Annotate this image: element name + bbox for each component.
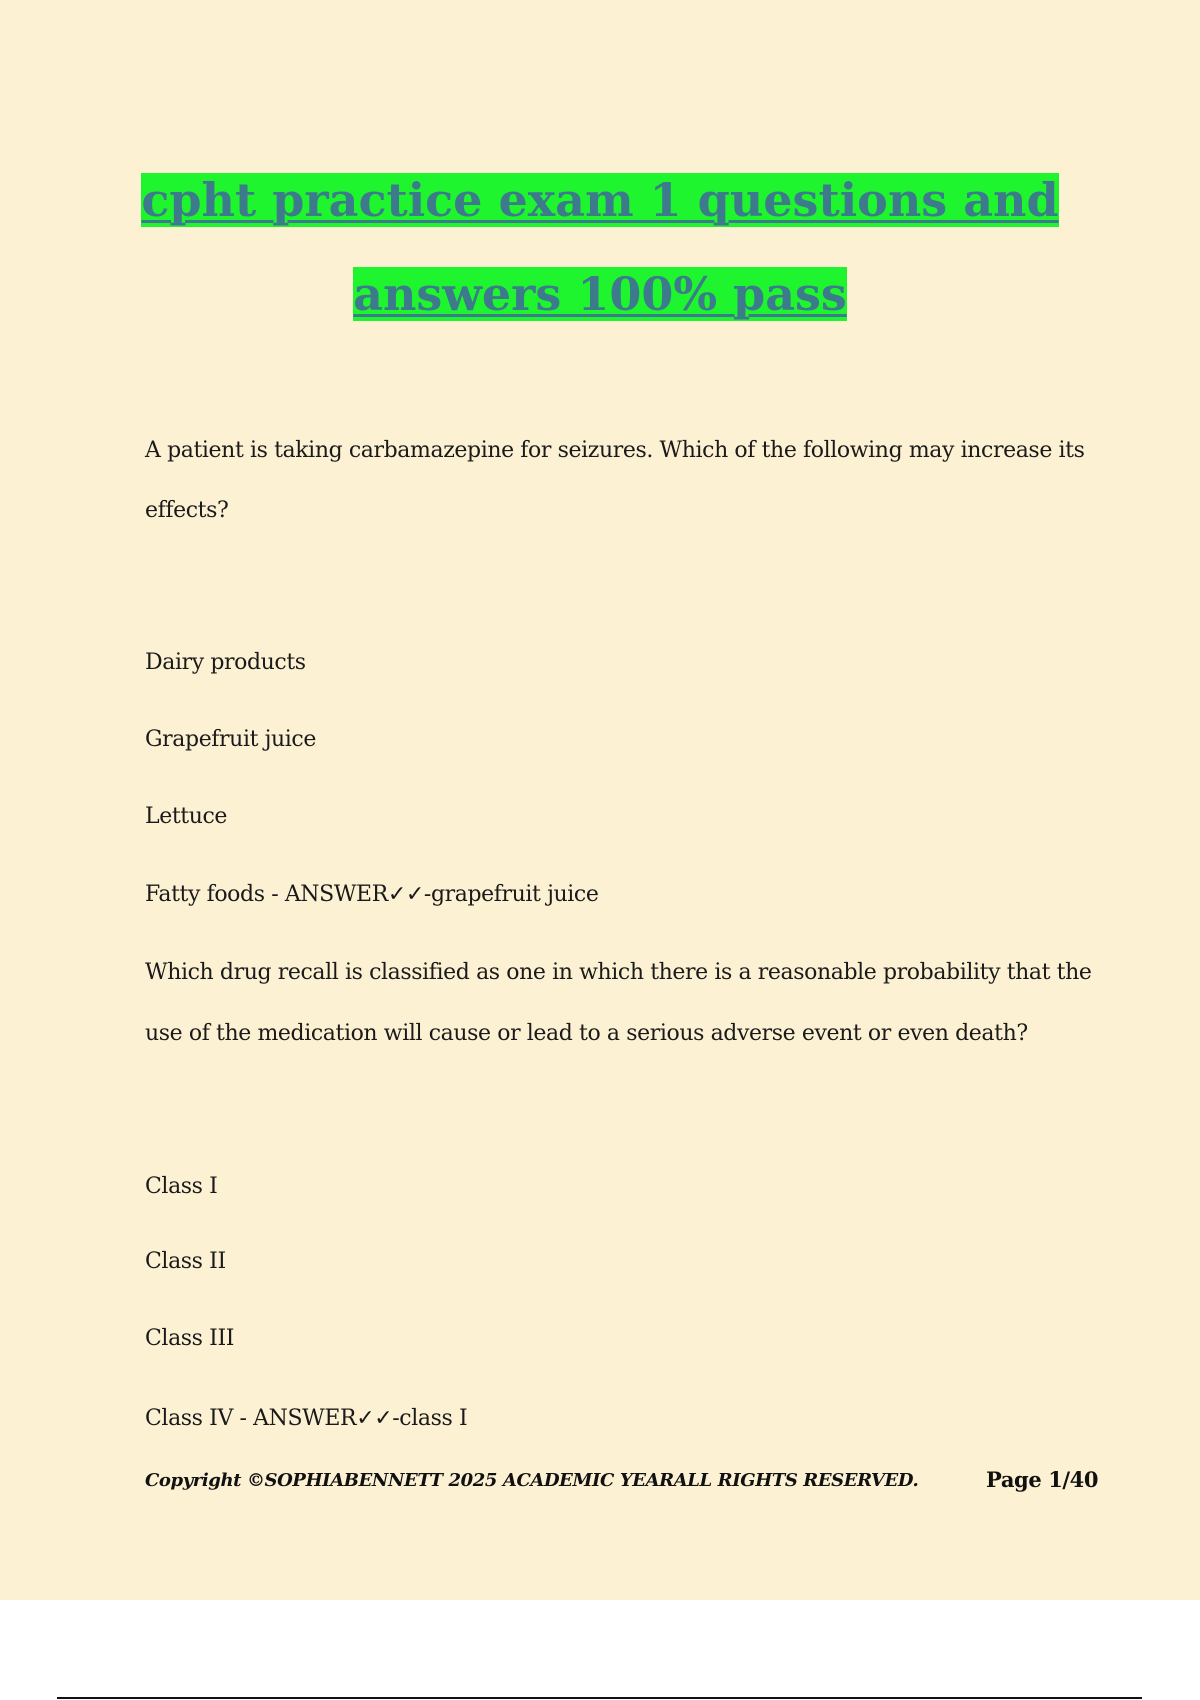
question-2-option-d-answer: Class IV - ANSWER✓✓-class I (145, 1406, 468, 1431)
page-separator-rule (57, 1697, 1142, 1699)
question-2-option-b: Class II (145, 1249, 226, 1274)
question-1-text-line1: A patient is taking carbamazepine for seizures. Which of the following may increase its (145, 438, 1085, 463)
question-2-option-c: Class III (145, 1326, 235, 1351)
question-1-option-a: Dairy products (145, 650, 306, 675)
document-title-line2: answers 100% pass (353, 267, 847, 321)
footer-copyright: Copyright ©SOPHIABENNETT 2025 ACADEMIC YEARALL RIGHTS RESERVED. (145, 1470, 919, 1491)
question-1-text-line2: effects? (145, 498, 229, 523)
document-title-continued (0, 264, 1200, 324)
question-2-text-line2: use of the medication will cause or lead to a serious adverse event or even death? (145, 1021, 1028, 1046)
question-2-option-a: Class I (145, 1174, 218, 1199)
question-1-option-b: Grapefruit juice (145, 727, 316, 752)
question-1-option-c: Lettuce (145, 804, 228, 829)
footer-page-number: Page 1/40 (986, 1467, 1099, 1492)
document-title-line1: cpht practice exam 1 questions and (141, 173, 1059, 227)
document-title (0, 170, 1200, 230)
question-2-text-line1: Which drug recall is classified as one in which there is a reasonable probability that the (145, 960, 1092, 985)
question-1-option-d-answer: Fatty foods - ANSWER✓✓-grapefruit juice (145, 882, 599, 907)
